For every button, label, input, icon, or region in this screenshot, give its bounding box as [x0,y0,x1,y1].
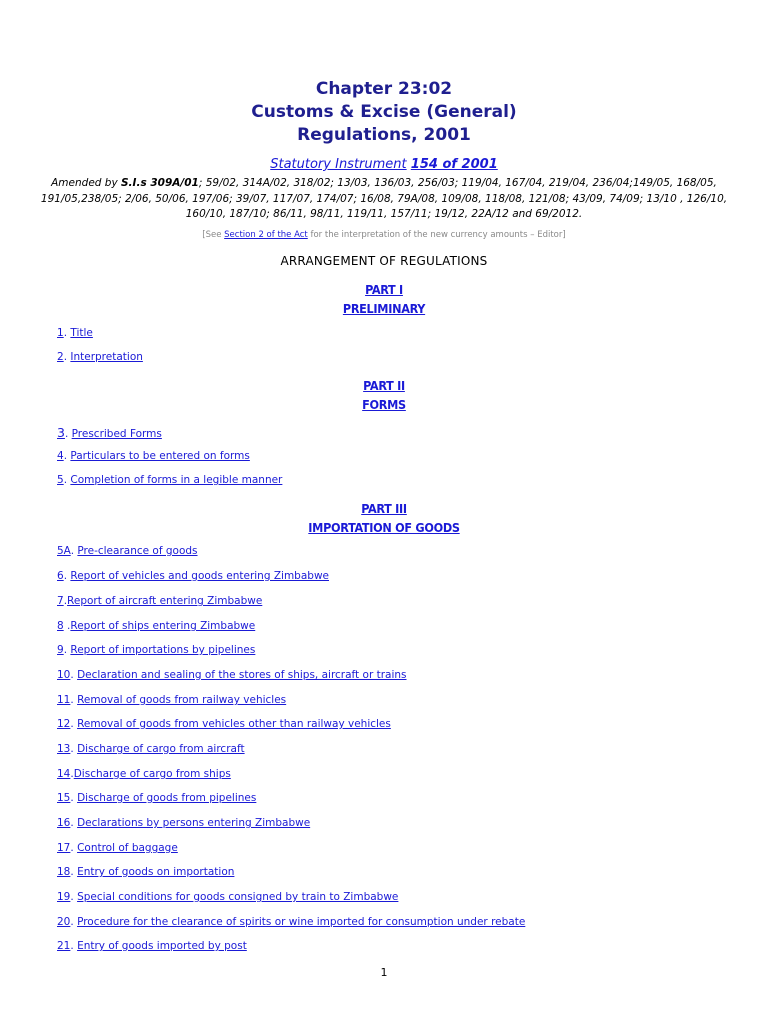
part-3-title[interactable]: IMPORTATION OF GOODS [308,520,460,535]
toc-separator: . [70,694,78,706]
toc-item-9[interactable] [57,644,255,656]
toc-item-10[interactable] [57,669,407,681]
toc-label[interactable]: Report of ships entering Zimbabwe [70,620,256,632]
toc-number[interactable]: 7 [57,595,64,607]
toc-separator: . [63,620,71,632]
toc-label[interactable]: Report of importations by pipelines [70,644,256,656]
toc-item-5a[interactable] [57,545,198,557]
toc-separator: . [63,450,71,462]
toc-label[interactable]: Prescribed Forms [71,428,162,440]
amended-lead: Amended by [51,177,121,189]
amended-first: S.I.s 309A/01 [121,177,199,189]
toc-number[interactable]: 21 [57,940,71,952]
toc-number[interactable]: 10 [57,669,71,681]
part-1-label[interactable]: PART I [365,282,403,297]
toc-separator: . [70,842,78,854]
toc-item-16[interactable] [57,817,310,829]
si-prefix: Statutory Instrument [270,157,407,172]
toc-label[interactable]: Removal of goods from railway vehicles [77,694,287,706]
toc-label[interactable]: Removal of goods from vehicles other than railway vehicles [77,718,391,730]
toc-number[interactable]: 12 [57,718,71,730]
part-2-label[interactable]: PART II [363,378,405,393]
toc-number[interactable]: 3 [57,425,65,440]
toc-item-12[interactable] [57,718,391,730]
toc-label[interactable]: Report of aircraft entering Zimbabwe [67,595,263,607]
toc-separator: . [70,817,78,829]
toc-item-4[interactable] [57,450,250,462]
toc-number[interactable]: 8 [57,620,64,632]
toc-number[interactable]: 15 [57,792,71,804]
toc-number[interactable]: 13 [57,743,71,755]
toc-item-20[interactable] [57,916,525,928]
toc-number[interactable]: 16 [57,817,71,829]
toc-separator: . [64,428,72,440]
toc-label[interactable]: Special conditions for goods consigned by train to Zimbabwe [77,891,399,903]
currency-note [0,230,768,240]
toc-number[interactable]: 19 [57,891,71,903]
part-1-heading[interactable] [0,280,768,318]
toc-label[interactable]: Title [70,327,93,339]
toc-separator: . [63,474,71,486]
toc-separator: . [70,916,78,928]
toc-item-14[interactable] [57,768,231,780]
page-number: 1 [380,966,388,979]
toc-label[interactable]: Declaration and sealing of the stores of ships, aircraft or trains [77,669,407,681]
regulation-name: Customs & Excise (General) [251,102,517,122]
toc-number[interactable]: 6 [57,570,64,582]
toc-label[interactable]: Declarations by persons entering Zimbabwe [77,817,311,829]
toc-separator: . [70,768,74,780]
regulation-year: Regulations, 2001 [297,125,471,145]
part-3-label[interactable]: PART III [361,501,407,516]
toc-separator: . [63,570,71,582]
toc-label[interactable]: Report of vehicles and goods entering Zimbabwe [70,570,329,582]
toc-item-15[interactable] [57,792,256,804]
toc-item-3[interactable] [57,425,162,440]
toc-number[interactable]: 9 [57,644,64,656]
toc-item-18[interactable] [57,866,234,878]
toc-item-8[interactable] [57,620,255,632]
toc-item-17[interactable] [57,842,178,854]
part-3-heading[interactable] [0,499,768,537]
toc-number[interactable]: 17 [57,842,71,854]
document-title [0,78,768,147]
note-close: for the interpretation of the new currency amounts – Editor] [307,230,566,240]
toc-separator: . [70,891,78,903]
statutory-instrument-link[interactable] [0,157,768,172]
amended-rest: ; 59/02, 314A/02, 318/02; 13/03, 136/03, 256/03; 119/04, 167/04, 219/04, 236/04;149/05, 168/05, 191/05,238/05; 2/06, 50/06, 197/06; 39/07, 117/07, 174/07; 16/08, 79A/08, 109/08, 118/08, 121/08; 43/09, 74/09; 13/10 , 126/10, 160/10, 187/10; 86/11, 98/11, 119/11, 157/11; 19/12, 22A/12 and 69/2012. [40,177,728,220]
toc-number[interactable]: 5 [57,474,64,486]
toc-item-5[interactable] [57,474,282,486]
si-number: 154 of 2001 [410,157,498,172]
toc-label[interactable]: Discharge of goods from pipelines [77,792,257,804]
part-2-heading[interactable] [0,376,768,414]
toc-item-11[interactable] [57,694,286,706]
toc-label[interactable]: Entry of goods on importation [77,866,235,878]
toc-number[interactable]: 14 [57,768,71,780]
toc-item-6[interactable] [57,570,329,582]
toc-label[interactable]: Pre-clearance of goods [77,545,198,557]
toc-label[interactable]: Interpretation [70,351,143,363]
toc-separator: . [70,792,78,804]
toc-number[interactable]: 11 [57,694,71,706]
toc-number[interactable]: 2 [57,351,64,363]
toc-label[interactable]: Discharge of cargo from ships [73,768,231,780]
note-open: [See [202,230,225,240]
toc-separator: . [63,327,71,339]
toc-separator: . [70,669,78,681]
toc-separator: . [70,718,78,730]
toc-label[interactable]: Control of baggage [77,842,178,854]
toc-label[interactable]: Entry of goods imported by post [77,940,247,952]
toc-separator: . [70,866,78,878]
toc-item-21[interactable] [57,940,247,952]
amendment-history [40,176,728,223]
part-2-title[interactable]: FORMS [362,397,406,412]
toc-number[interactable]: 4 [57,450,64,462]
toc-separator: . [70,940,78,952]
toc-item-13[interactable] [57,743,245,755]
toc-item-2[interactable] [57,351,143,363]
toc-separator: . [70,743,78,755]
arrangement-heading: ARRANGEMENT OF REGULATIONS [280,254,488,268]
part-1-title[interactable]: PRELIMINARY [342,301,426,316]
toc-item-19[interactable] [57,891,398,903]
toc-number[interactable]: 20 [57,916,71,928]
toc-item-7[interactable] [57,595,262,607]
toc-separator: . [63,351,71,363]
toc-separator: . [63,644,71,656]
toc-label[interactable]: Discharge of cargo from aircraft [77,743,245,755]
chapter-number: Chapter 23:02 [315,79,453,99]
toc-separator: . [63,595,68,607]
toc-separator: . [70,545,78,557]
toc-number[interactable]: 5A [57,545,71,557]
toc-label[interactable]: Particulars to be entered on forms [70,450,250,462]
toc-number[interactable]: 1 [57,327,64,339]
toc-item-1[interactable] [57,327,93,339]
toc-label[interactable]: Procedure for the clearance of spirits or wine imported for consumption under rebate [77,916,526,928]
toc-number[interactable]: 18 [57,866,71,878]
section-2-link[interactable]: Section 2 of the Act [224,230,308,240]
toc-label[interactable]: Completion of forms in a legible manner [70,474,283,486]
